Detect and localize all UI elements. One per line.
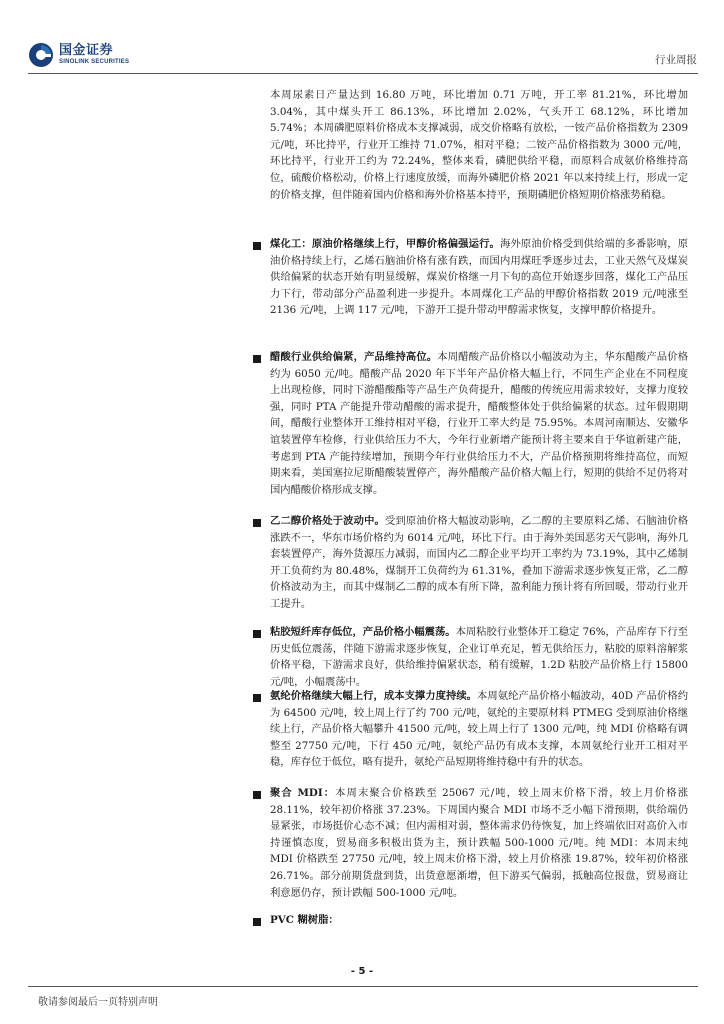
- paragraph-heading: 煤化工：原油价格继续上行，甲醇价格偏强运行。: [270, 238, 500, 250]
- page-header: [0, 0, 724, 80]
- paragraph-spandex: [270, 688, 688, 771]
- bullet-icon: [253, 355, 261, 363]
- bullet-icon: [253, 519, 261, 527]
- footer-divider: [28, 986, 698, 987]
- paragraph-coal-chemical: [270, 236, 688, 319]
- paragraph-ethylene-glycol: [270, 513, 688, 613]
- paragraph-heading: 粘胶短纤库存低位，产品价格小幅震荡。: [270, 626, 456, 638]
- bullet-icon: [253, 630, 261, 638]
- paragraph-acetic-acid: [270, 349, 688, 498]
- paragraph-text: 本周醋酸产品价格以小幅波动为主，华东醋酸产品价格约为 6050 元/吨。醋酸产品 2020 年下半年产品价格大幅上行，不同生产企业在不同程度上出现检修，同时下游醋酸酯等产品生产负荷提升，醋酸的传统应用需求较好，支撑力度较强，同时 PTA 产能提升带动醋酸的需求提升，醋酸整体处于供给偏紧的状态。过年假期期间，醋酸行业整体开工维持相对平稳，行业开工率大约是 75.95%。本周河南顺达、安徽华谊装置停车检修，行业供给压力不大，今年行业新增产能预计将主要来自于华谊新建产能，考虑到 PTA 产能持续增加，预期今年行业供给压力不大，产品价格预期将维持高位，而短期来看，美国塞拉尼斯醋酸装置停产，海外醋酸产品价格大幅上行，短期的供给不足仍将对国内醋酸价格形成支撑。: [270, 351, 689, 496]
- paragraph-text: 本周末聚合价格跌至 25067 元/吨，较上周末价格下滑，较上月价格涨 28.11%，较年初价格涨 37.23%。下周国内聚合 MDI 市场不乏小幅下滑预期，供给端仍显紧张，市场挺价心态不减；但内需相对弱，整体需求仍待恢复，加上终端依旧对高价入市持谨慎态度，贸易商多积极出货为主，预计跌幅 500-1000 元/吨。纯 MDI：本周末纯 MDI 价格跌至 27750 元/吨，较上周末价格下滑，较上月价格涨 19.87%，较年初价格涨 26.71%。部分前期货盘到货，出货意愿渐增，但下游买气偏弱，抵触高位报盘，贸易商让利意愿仍存，预计跌幅 500-1000 元/吨。: [270, 787, 688, 899]
- brand-name-cn: 国金证券: [59, 43, 114, 58]
- footer-disclaimer: 敬请参阅最后一页特别声明: [38, 997, 158, 1008]
- brand-logo: [28, 42, 129, 68]
- logo-mark-icon: [28, 42, 54, 68]
- page-number: - 5 -: [350, 966, 374, 977]
- paragraph-pvc: [270, 912, 688, 929]
- paragraph-heading: 醋酸行业供给偏紧，产品维持高位。: [270, 351, 438, 363]
- paragraph-viscose: [270, 624, 688, 690]
- bullet-icon: [253, 694, 261, 702]
- paragraph-heading: PVC 糊树脂：: [270, 914, 339, 926]
- paragraph-heading: 乙二醇价格处于波动中。: [270, 515, 385, 527]
- paragraph-text: 本周尿素日产量达到 16.80 万吨，环比增加 0.71 万吨，开工率 81.21%，环比增加 3.04%，其中煤头开工 86.13%，环比增加 2.02%，气头开工 68.12%，环比增加 5.74%；本周磷肥原料价格成本支撑减弱，成交价格略有放松，一铵产品价格指数为 2309 元/吨，环比持平，行业开工维持 71.07%，相对平稳；二铵产品价格指数为 3000 元/吨，环比持平，行业开工约为 72.24%，整体来看，磷肥供给平稳，而原料合成氨价格维持高位，硫酸价格松动，价格上行速度放缓，而海外磷肥价格 2021 年以来持续上行，形成一定的价格支撑，但伴随着国内价格和海外价格基本持平，预期磷肥价格短期价格涨势稍稳。: [270, 89, 688, 201]
- paragraph-fertilizer: [270, 87, 688, 203]
- bullet-icon: [253, 918, 261, 926]
- paragraph-heading: 氨纶价格继续大幅上行，成本支撑力度持续。: [270, 690, 478, 702]
- bullet-icon: [253, 242, 261, 250]
- paragraph-text: 受到原油价格大幅波动影响，乙二醇的主要原料乙烯、石脑油价格涨跌不一，华东市场价格约为 6014 元/吨，环比下行。由于海外美国恶劣天气影响，海外几套装置停产，海外货源压力减弱，而国内乙二醇企业平均开工率约为 73.19%，其中乙烯制开工负荷约为 80.48%，煤制开工负荷约为 61.31%，叠加下游需求逐步恢复正常，乙二醇价格波动为主，而其中煤制乙二醇的成本有所下降，盈利能力预计将有所回暖，带动行业开工提升。: [270, 515, 689, 610]
- paragraph-text: 海外原油价格受到供给端的多番影响，原油价格持续上行，乙烯石脑油价格有涨有跌，而国内用煤旺季逐步过去，工业天然气及煤炭供给偏紧的状态开始有明显缓解，煤炭价格继一月下旬的高位开始逐步回落，煤化工产品压力下行，带动部分产品盈利进一步提升。本周煤化工产品的甲醇价格指数 2019 元/吨涨至 2136 元/吨，上调 117 元/吨，下游开工提升带动甲醇需求恢复，支撑甲醇价格提升。: [270, 238, 689, 317]
- report-type-label: 行业周报: [655, 54, 697, 66]
- paragraph-text: 本周粘胶行业整体开工稳定 76%，产品库存下行至历史低位震荡，伴随下游需求逐步恢复，企业订单充足，暂无供给压力，粘胶的原料溶解浆价格平稳，下游需求良好，供给维持偏紧状态，稍有缓解，1.2D 粘胶产品价格上行 15800 元/吨，小幅震荡中。: [270, 626, 689, 688]
- header-divider: [28, 73, 698, 74]
- brand-name-en: SINOLINK SECURITIES: [59, 59, 130, 65]
- bullet-icon: [253, 791, 261, 799]
- paragraph-text: 本周氨纶产品价格小幅波动，40D 产品价格约为 64500 元/吨，较上周上行了约 700 元/吨，氨纶的主要原材料 PTMEG 受到原油价格继续上行，产品价格大幅攀升 41500 元/吨，较上周上行了 1300 元/吨，纯 MDI 价格略有调整至 27750 元/吨，下行 450 元/吨，氨纶产品仍有成本支撑，本周氨纶行业开工相对平稳，库存位于低位，略有提升，氨纶产品短期将维持稳中有升的状态。: [270, 690, 688, 769]
- paragraph-mdi: [270, 785, 688, 901]
- paragraph-heading: 聚合 MDI：: [270, 787, 336, 799]
